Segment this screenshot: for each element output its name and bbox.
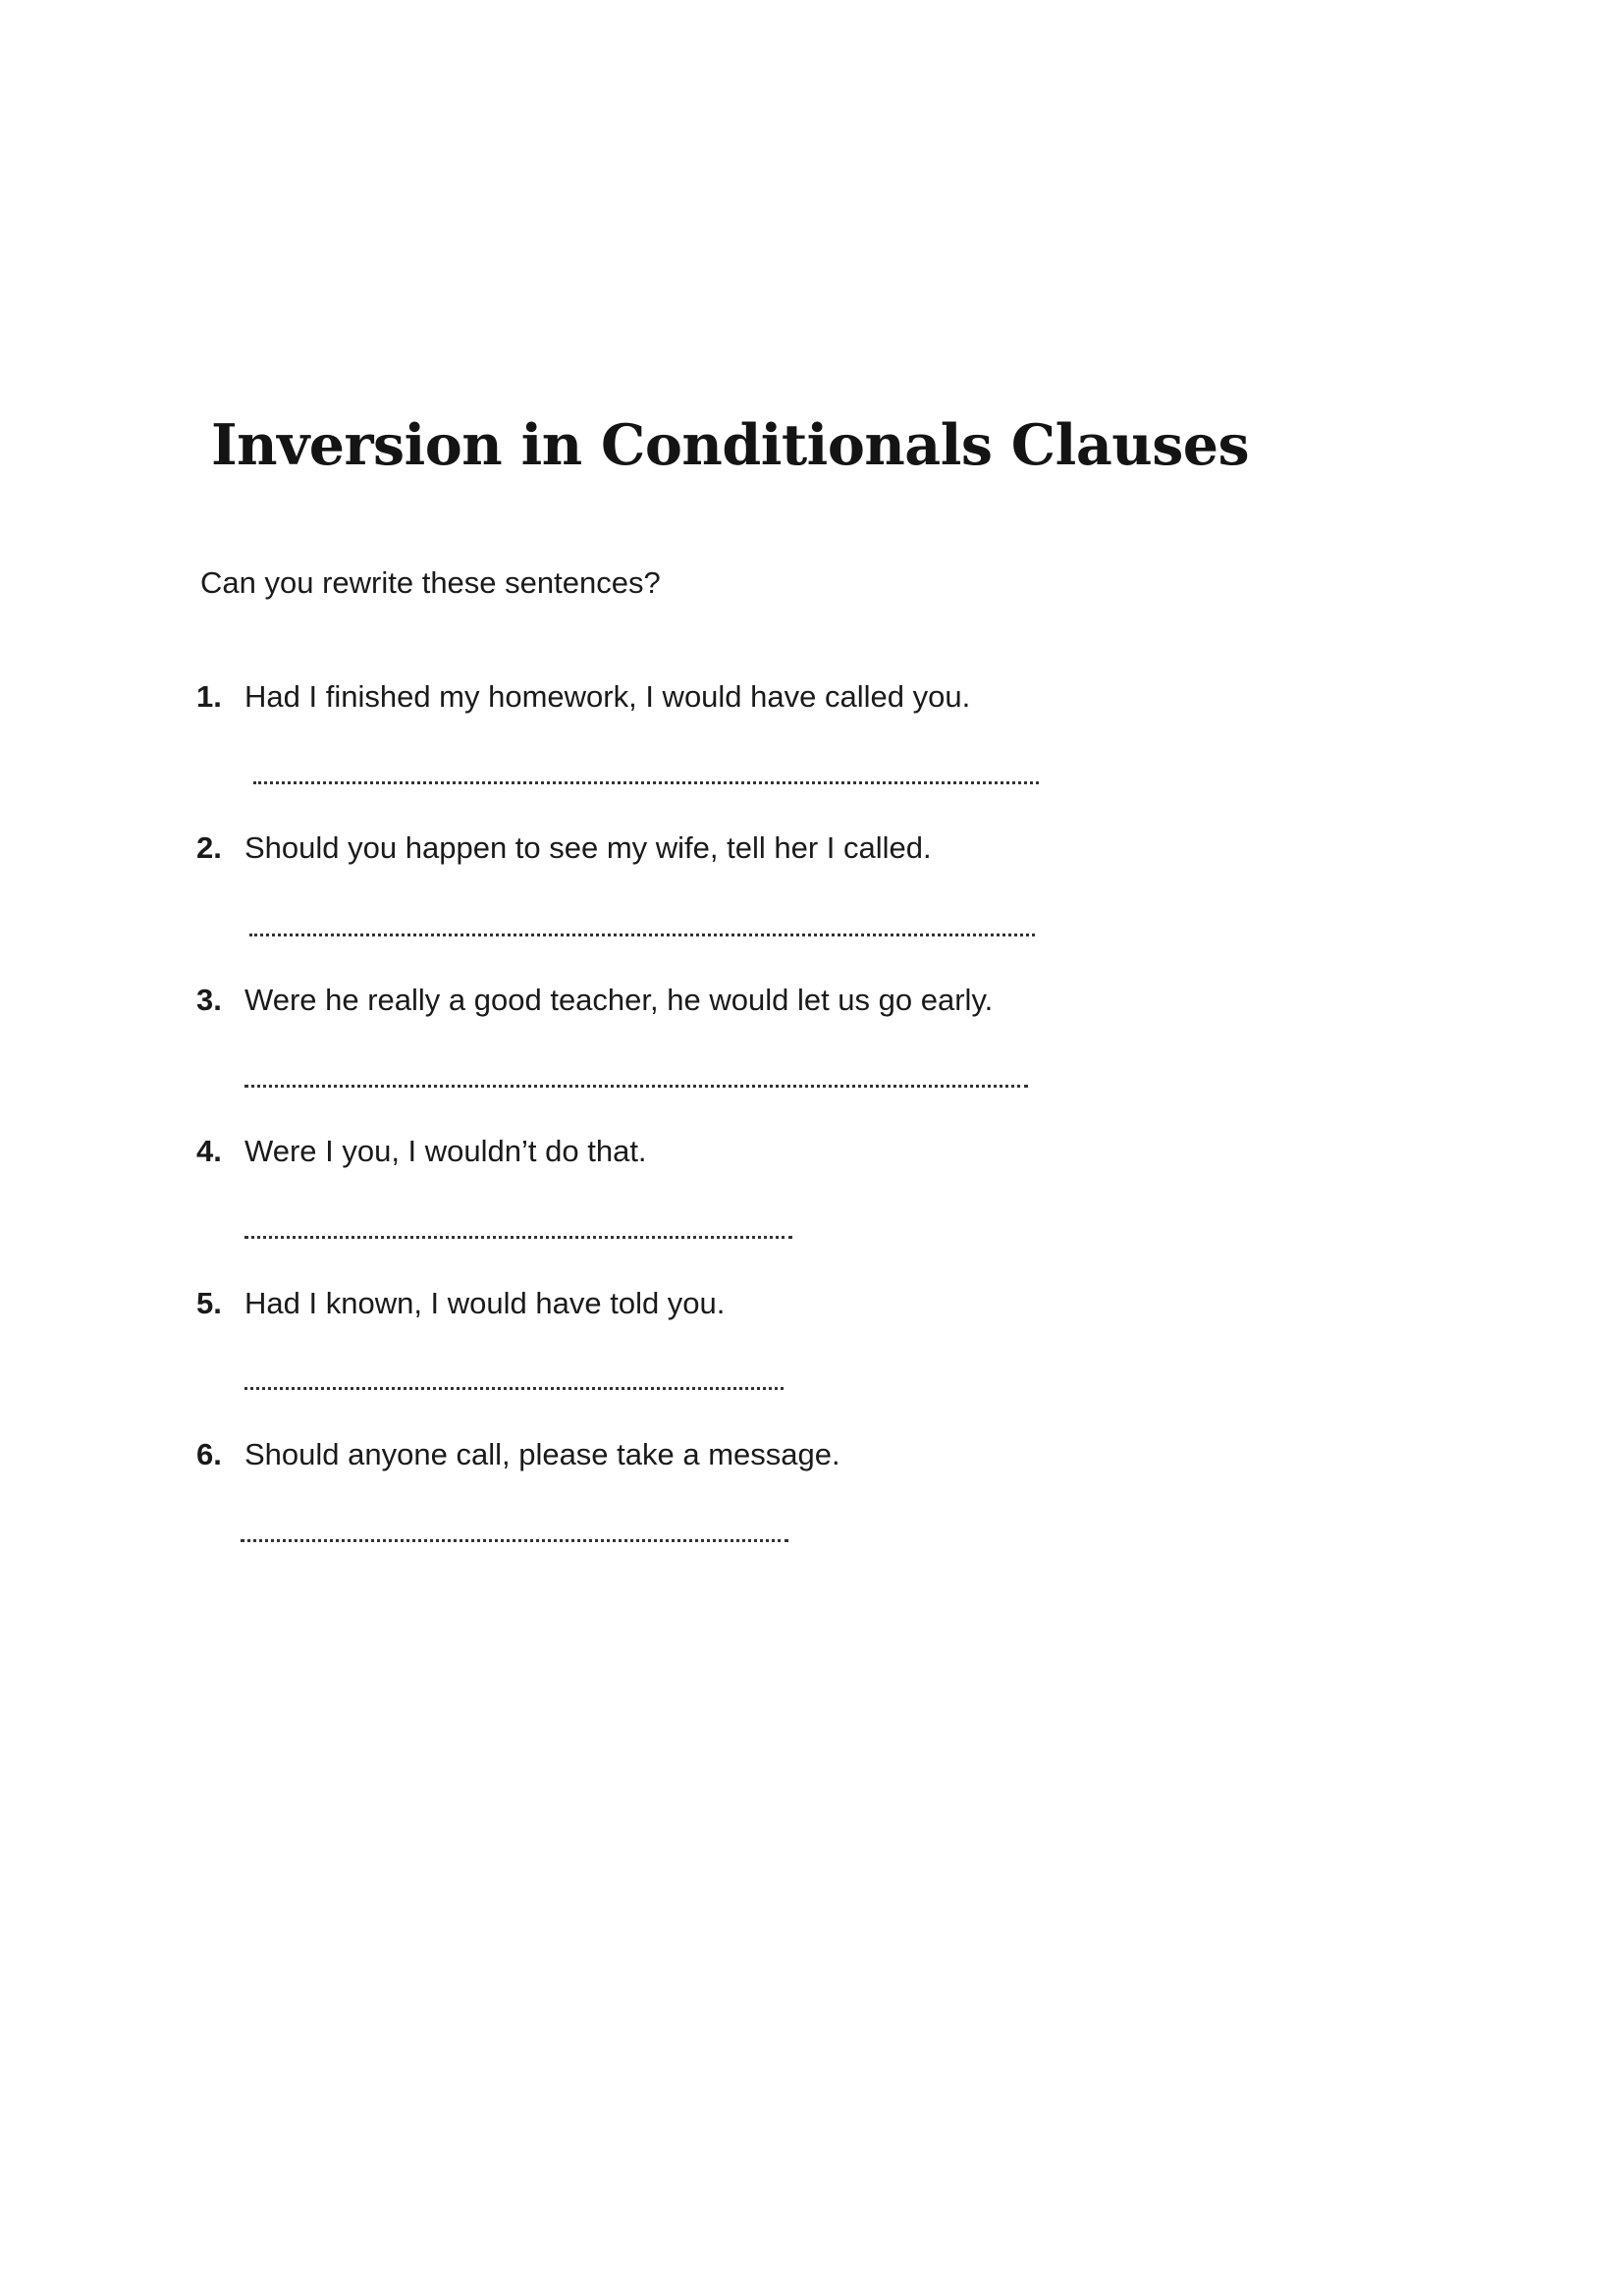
- answer-line-4[interactable]: [244, 1236, 792, 1239]
- item-sentence: Were I you, I wouldn’t do that.: [244, 1134, 647, 1168]
- answer-line-2[interactable]: [249, 934, 1035, 936]
- item-number: 2.: [196, 830, 222, 865]
- answer-line-5[interactable]: [244, 1387, 784, 1390]
- item-number: 1.: [196, 679, 222, 714]
- answer-line-1[interactable]: [253, 781, 1039, 784]
- item-number: 4.: [196, 1134, 222, 1168]
- item-number: 5.: [196, 1286, 222, 1320]
- worksheet-title: Inversion in Conditionals Clauses: [211, 412, 1250, 478]
- item-sentence: Had I finished my homework, I would have called you.: [244, 679, 971, 714]
- item-sentence: Should anyone call, please take a message.: [244, 1437, 840, 1471]
- item-number: 6.: [196, 1437, 222, 1471]
- item-sentence: Should you happen to see my wife, tell her I called.: [244, 830, 932, 865]
- answer-line-6[interactable]: [241, 1539, 788, 1542]
- answer-line-3[interactable]: [244, 1085, 1028, 1088]
- item-number: 3.: [196, 983, 222, 1017]
- item-sentence: Were he really a good teacher, he would let us go early.: [244, 983, 994, 1017]
- item-sentence: Had I known, I would have told you.: [244, 1286, 726, 1320]
- instruction: Can you rewrite these sentences?: [200, 565, 661, 600]
